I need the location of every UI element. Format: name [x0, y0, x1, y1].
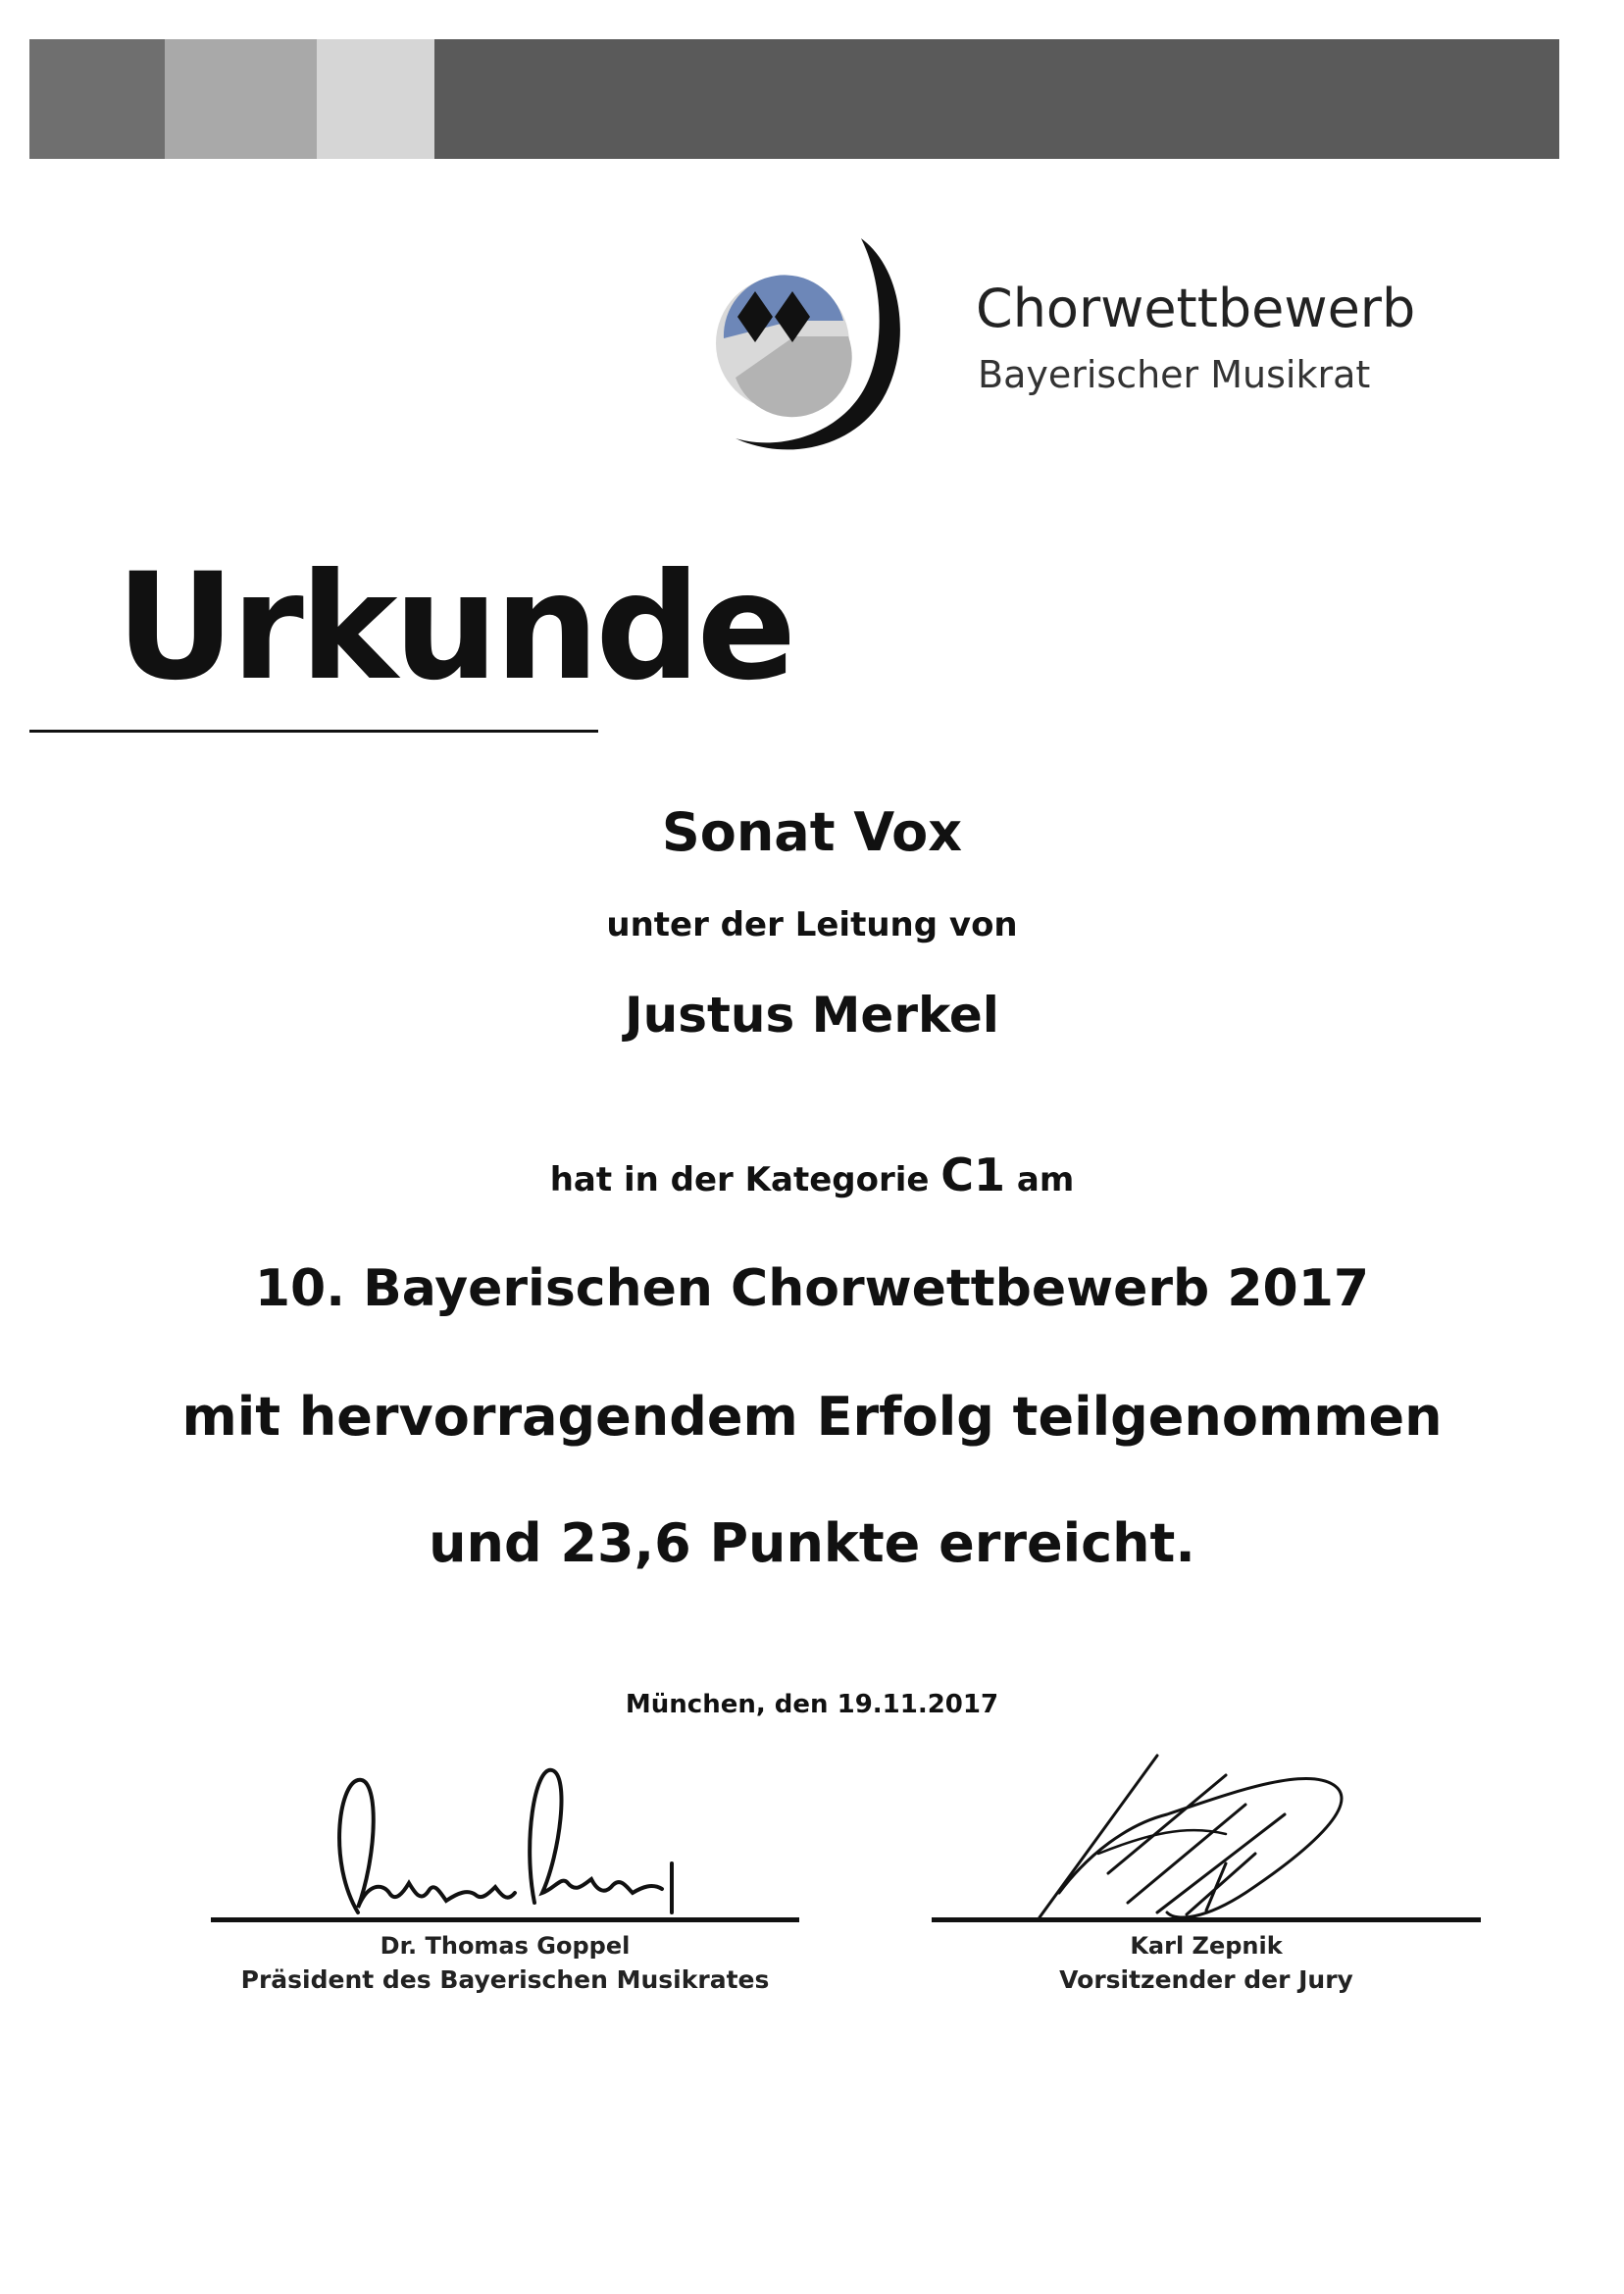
category-line	[0, 1148, 1624, 1201]
handwritten-signature-president	[211, 1746, 799, 1932]
place-date: München, den 19.11.2017	[625, 1690, 999, 1719]
title-underline	[29, 730, 598, 733]
category-suffix: am	[1016, 1160, 1075, 1199]
signature-block-president	[211, 1746, 799, 2001]
competition-name: 10. Bayerischen Chorwettbewerb 2017	[254, 1259, 1370, 1318]
points-statement: und 23,6 Punkte erreicht.	[429, 1512, 1195, 1574]
band-segment-dark-left	[29, 39, 165, 159]
signature-line-jury-chair	[932, 1917, 1481, 1922]
signature-line-president	[211, 1917, 799, 1922]
conductor-prefix: unter der Leitung von	[606, 905, 1018, 944]
signatory-name-jury-chair: Karl Zepnik	[1130, 1932, 1283, 1960]
band-segment-mid	[165, 39, 317, 159]
band-segment-light	[317, 39, 434, 159]
choir-name: Sonat Vox	[661, 801, 963, 863]
category-prefix: hat in der Kategorie	[549, 1160, 930, 1199]
conductor-name: Justus Merkel	[625, 987, 999, 1044]
header-color-band	[29, 39, 1559, 159]
choir-competition-logo-icon	[677, 230, 951, 466]
signature-block-jury-chair	[932, 1746, 1481, 2001]
logo-title: Chorwettbewerb	[976, 278, 1416, 339]
handwritten-signature-jury-chair	[932, 1746, 1481, 1932]
band-segment-dark-right	[434, 39, 1559, 159]
signatory-role-president: Präsident des Bayerischen Musikrates	[240, 1965, 770, 1994]
certificate-title: Urkunde	[116, 542, 793, 713]
organization-logo-block	[677, 230, 1491, 466]
signatory-role-jury-chair: Vorsitzender der Jury	[1059, 1965, 1353, 1994]
logo-subtitle: Bayerischer Musikrat	[978, 353, 1371, 396]
signatory-name-president: Dr. Thomas Goppel	[380, 1932, 631, 1960]
success-statement: mit hervorragendem Erfolg teilgenommen	[181, 1386, 1443, 1448]
category-code: C1	[940, 1148, 1006, 1201]
